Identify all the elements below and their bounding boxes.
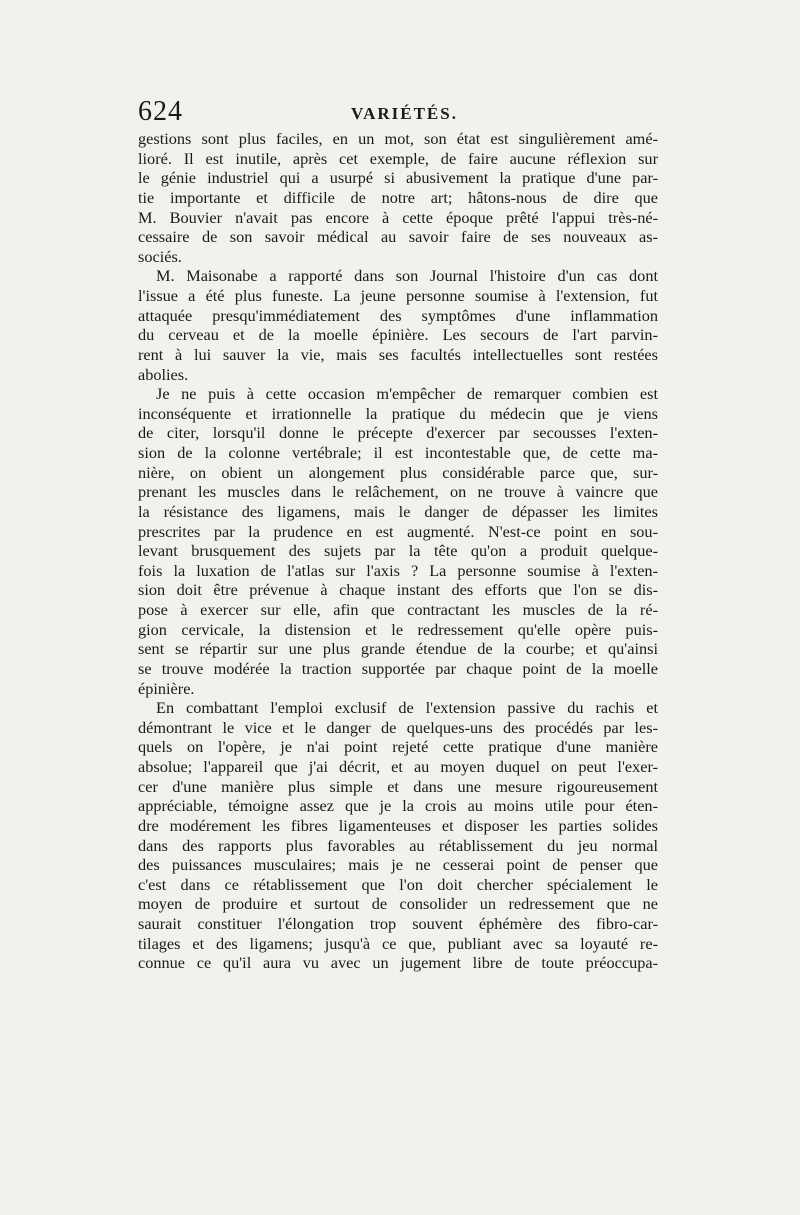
text-line: nière, on obient un alongement plus considérable parce que, sur- xyxy=(138,462,658,482)
text-line: gestions sont plus faciles, en un mot, son état est singulièrement amé- xyxy=(138,129,658,148)
text-line: de citer, lorsqu'il donne le précepte d'exercer par secousses l'exten- xyxy=(138,423,658,443)
text-line: abolies. xyxy=(138,364,189,384)
text-line: se trouve modérée la traction supportée par chaque point de la moelle xyxy=(138,658,658,678)
text-line: gion cervicale, la distension et le redressement qu'elle opère puis- xyxy=(138,619,658,639)
text-line: sociés. xyxy=(138,246,182,266)
text-line: sion doit être prévenue à chaque instant des efforts que l'on se dis- xyxy=(138,580,658,600)
text-line: saurait constituer l'élongation trop souvent éphémère des fibro-car- xyxy=(138,914,658,933)
text-line: rent à lui sauver la vie, mais ses facultés intellectuelles sont restées xyxy=(138,344,658,364)
text-line: moyen de produire et surtout de consolider un redressement que ne xyxy=(138,894,658,914)
body-text xyxy=(138,129,658,973)
text-line: fois la luxation de l'atlas sur l'axis ? La personne soumise à l'exten- xyxy=(138,560,658,580)
text-line: pose à exercer sur elle, afin que contractant les muscles de la ré- xyxy=(138,600,658,619)
text-line: l'issue a été plus funeste. La jeune personne soumise à l'extension, fut xyxy=(138,286,658,305)
text-line: Je ne puis à cette occasion m'empêcher de remarquer combien est xyxy=(156,384,658,404)
text-line: appréciable, témoigne assez que je la crois au moins utile pour éten- xyxy=(138,796,658,816)
text-line: sion de la colonne vertébrale; il est incontestable que, de cette ma- xyxy=(138,443,658,462)
text-line: tilages et des ligamens; jusqu'à ce que, publiant avec sa loyauté re- xyxy=(138,933,658,953)
text-line: le génie industriel qui a usurpé si abusivement la pratique d'une par- xyxy=(138,168,658,188)
text-line: En combattant l'emploi exclusif de l'extension passive du rachis et xyxy=(156,698,658,718)
text-line: M. Bouvier n'avait pas encore à cette époque prêté l'appui très-né- xyxy=(138,207,658,227)
text-line: cessaire de son savoir médical au savoir faire de ses nouveaux as- xyxy=(138,227,658,247)
text-line: dans des rapports plus favorables au rétablissement du jeu normal xyxy=(138,835,658,855)
text-line: cer d'une manière plus simple et dans une mesure rigoureusement xyxy=(138,776,658,796)
text-line: inconséquente et irrationnelle la pratique du médecin que je viens xyxy=(138,403,658,423)
text-line: prescrites par la prudence en est augmenté. N'est-ce point en sou- xyxy=(138,521,658,541)
text-line: la résistance des ligamens, mais le danger de dépasser les limites xyxy=(138,501,658,521)
text-line: c'est dans ce rétablissement que l'on doit chercher spécialement le xyxy=(138,874,658,894)
running-title: VARIÉTÉS. xyxy=(351,104,458,123)
text-line: lioré. Il est inutile, après cet exemple, de faire aucune réflexion sur xyxy=(138,148,658,168)
page-header xyxy=(138,96,658,132)
text-line: M. Maisonabe a rapporté dans son Journal l'histoire d'un cas dont xyxy=(156,266,658,286)
text-line: épinière. xyxy=(138,678,195,698)
text-line: absolue; l'appareil que j'ai décrit, et au moyen duquel on peut l'exer- xyxy=(138,757,658,776)
text-line: démontrant le vice et le danger de quelques-uns des procédés par les- xyxy=(138,717,658,737)
text-line: prenant les muscles dans le relâchement, on ne trouve à vaincre que xyxy=(138,482,658,502)
text-line: tie importante et difficile de notre art; hâtons-nous de dire que xyxy=(138,187,658,207)
text-line: des puissances musculaires; mais je ne cesserai point de penser que xyxy=(138,855,658,875)
text-line: quels on l'opère, je n'ai point rejeté cette pratique d'une manière xyxy=(138,737,658,757)
text-line: connue ce qu'il aura vu avec un jugement libre de toute préoccupa- xyxy=(138,953,658,973)
page-number: 624 xyxy=(138,96,183,127)
text-line: du cerveau et de la moelle épinière. Les secours de l'art parvin- xyxy=(138,325,658,345)
text-line: attaquée presqu'immédiatement des symptômes d'une inflammation xyxy=(138,305,658,325)
text-line: sent se répartir sur une plus grande étendue de la courbe; et qu'ainsi xyxy=(138,639,658,659)
text-line: dre modérement les fibres ligamenteuses et disposer les parties solides xyxy=(138,815,658,835)
text-line: levant brusquement des sujets par la tête qu'on a produit quelque- xyxy=(138,541,658,561)
